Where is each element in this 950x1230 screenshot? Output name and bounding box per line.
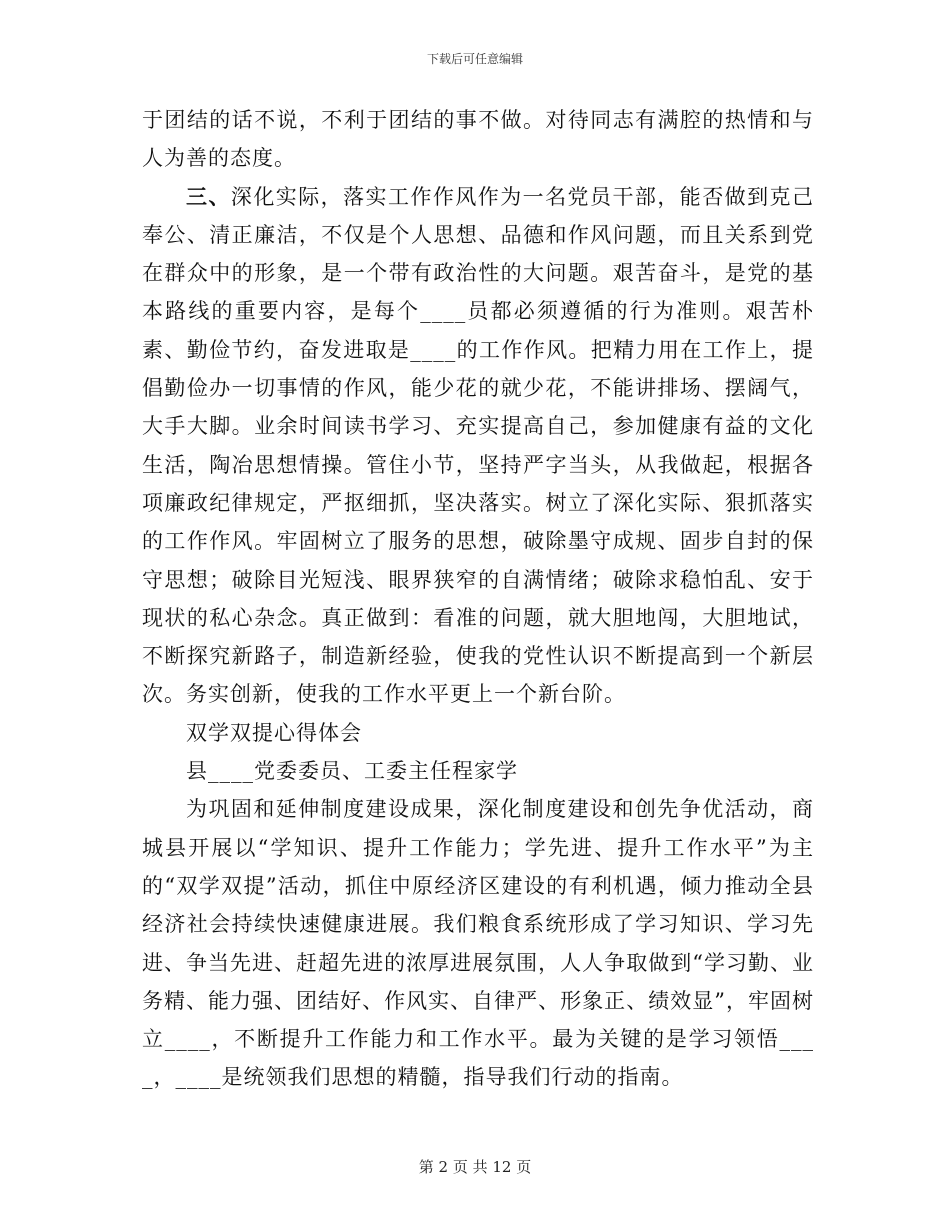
article-title: 双学双提心得体会 [186, 720, 362, 745]
document-body [142, 101, 814, 1097]
section-number: 三、 [186, 183, 231, 209]
page-number: 第 2 页 共 12 页 [418, 1158, 532, 1176]
paragraph-section-three [142, 178, 814, 714]
paragraph-intro: 为巩固和延伸制度建设成果，深化制度建设和创先争优活动，商城县开展以“学知识、提升工作能力；学先进、提升工作水平”为主的“双学双提”活动，抓住中原经济区建设的有利机遇，倾力推动全县经济社会持续快速健康进展。我们粮食系统形成了学习知识、学习先进、争当先进、赶超先进的浓厚进展氛围，人人争取做到“学习勤、业务精、能力强、团结好、作风实、自律严、形象正、绩效显”，牢固树立____，不断提升工作能力和工作水平。最为关键的是学习领悟____，____是统领我们思想的精髓，指导我们行动的指南。 [142, 797, 814, 1090]
article-author: 县____党委委员、工委主任程家学 [186, 759, 518, 784]
section-three-text: 深化实际，落实工作作风作为一名党员干部，能否做到克己奉公、清正廉洁，不仅是个人思想、品德和作风问题，而且关系到党在群众中的形象，是一个带有政治性的大问题。艰苦奋斗，是党的基本路线的重要内容，是每个____员都必须遵循的行为准则。艰苦朴素、勤俭节约，奋发进取是____的工作作风。把精力用在工作上，提倡勤俭办一切事情的作风，能少花的就少花，不能讲排场、摆阔气，大手大脚。业余时间读书学习、充实提高自己，参加健康有益的文化生活，陶冶思想情操。管住小节，坚持严字当头，从我做起，根据各项廉政纪律规定，严抠细抓，坚决落实。树立了深化实际、狠抓落实的工作作风。牢固树立了服务的思想，破除墨守成规、固步自封的保守思想；破除目光短浅、眼界狭窄的自满情绪；破除求稳怕乱、安于现状的私心杂念。真正做到：看准的问题，就大胆地闯，大胆地试，不断探究新路子，制造新经验，使我的党性认识不断提高到一个新层次。务实创新，使我的工作水平更上一个新台阶。 [142, 184, 814, 707]
page-header-note: 下载后可任意编辑 [426, 52, 523, 66]
paragraph-continuation: 于团结的话不说，不利于团结的事不做。对待同志有满腔的热情和与人为善的态度。 [142, 108, 814, 171]
